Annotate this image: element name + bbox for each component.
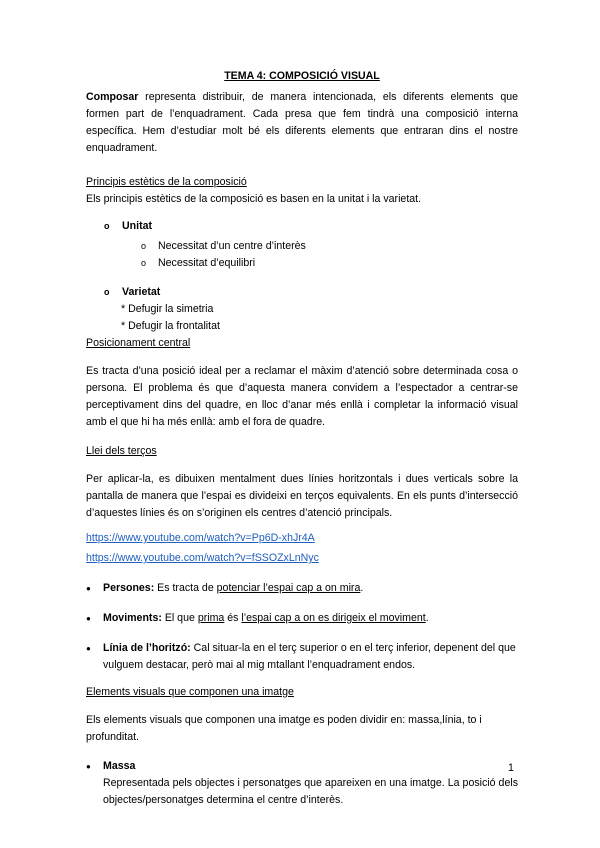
bullet-list [86, 580, 518, 674]
principis-text: Els principis estètics de la composició es basen en la unitat i la varietat. [86, 193, 422, 205]
massa-label: Massa [103, 760, 136, 772]
bullet-moviments [86, 610, 518, 627]
bullet-underlined: potenciar l’espai cap a on mira [216, 582, 361, 594]
posicionament-text: Es tracta d’una posició ideal per a reclamar el màxim d’atenció sobre determinada cosa o persona. El problema és que d’aquesta manera convidem a l’espectador a centrar-se perceptivament dins del quadre, en lloc d’anar més enllà i completar la informació visual amb el que hi ha més enllà: amb el fora de quadre. [86, 365, 518, 428]
bullet-text: Es tracta de [154, 582, 217, 594]
bullet-underlined: l’espai cap a on es dirigeix el moviment [241, 612, 426, 624]
bullet-label: Línia de l’horitzó: [103, 642, 191, 654]
document-page [86, 68, 518, 809]
bullet-massa [86, 758, 518, 809]
bullet-horitzo [86, 640, 518, 674]
page-title: TEMA 4: COMPOSICIÓ VISUAL [224, 70, 380, 82]
intro-text: representa distribuir, de manera intencionada, els diferents elements que formen part de l’enquadrament. Cada presa que fem tindrà una composició interna específica. Hem d’estudiar molt bé els diferents elements que entraran dins el nostre enquadrament. [86, 91, 518, 154]
varietat-list [86, 284, 518, 335]
bullet-text: és [224, 612, 242, 624]
massa-list [86, 758, 518, 809]
unitat-label: o Unitat [86, 218, 518, 235]
bullet-underlined: prima [197, 612, 225, 624]
bullet-text: El que [161, 612, 198, 624]
bullet-text: . [425, 612, 429, 624]
massa-text: Representada pels objectes i personatges que apareixen en una imatge. La posició dels objectes/personatges determina el centre d’interès. [103, 777, 518, 806]
bullet-label: Persones: [103, 582, 155, 594]
list-item: * Defugir la frontalitat [121, 320, 220, 332]
bullet-persones [86, 580, 518, 597]
llei-heading: Llei dels terços [86, 445, 157, 457]
list-item: * Defugir la simetria [121, 303, 214, 315]
bullet-text: . [360, 582, 364, 594]
page-number: 1 [508, 762, 514, 774]
intro-paragraph [86, 89, 518, 157]
unitat-list [86, 218, 518, 272]
elements-heading: Elements visuals que componen una imatge [86, 686, 294, 698]
youtube-link-2[interactable]: https://www.youtube.com/watch?v=fSSOZxLnNyc [86, 552, 319, 564]
elements-text: Els elements visuals que componen una imatge es poden dividir en: massa,línia, to i profunditat. [86, 714, 482, 743]
llei-text: Per aplicar-la, es dibuixen mentalment dues línies horitzontals i dues verticals sobre la pantalla de manera que l’espai es divideixi en terços equivalents. En els punts d’intersecció d’aquestes línies és on s’originen els centres d’atenció principals. [86, 473, 518, 519]
youtube-link-1[interactable]: https://www.youtube.com/watch?v=Pp6D-xhJr4A [86, 532, 315, 544]
list-item: o Necessitat d’un centre d’interès [86, 238, 518, 255]
list-item: o Necessitat d’equilibri [86, 255, 518, 272]
bullet-text: Cal situar-la en el terç superior o en el terç inferior, depenent del que vulguem destacar, però mai al mig mtallant l’enquadrament endos. [103, 642, 516, 671]
bullet-label: Moviments: [103, 612, 162, 624]
principis-heading: Principis estètics de la composició [86, 176, 247, 188]
posicionament-heading: Posicionament central [86, 337, 191, 349]
varietat-label: o Varietat [86, 284, 518, 301]
intro-bold-term: Composar [86, 91, 139, 103]
